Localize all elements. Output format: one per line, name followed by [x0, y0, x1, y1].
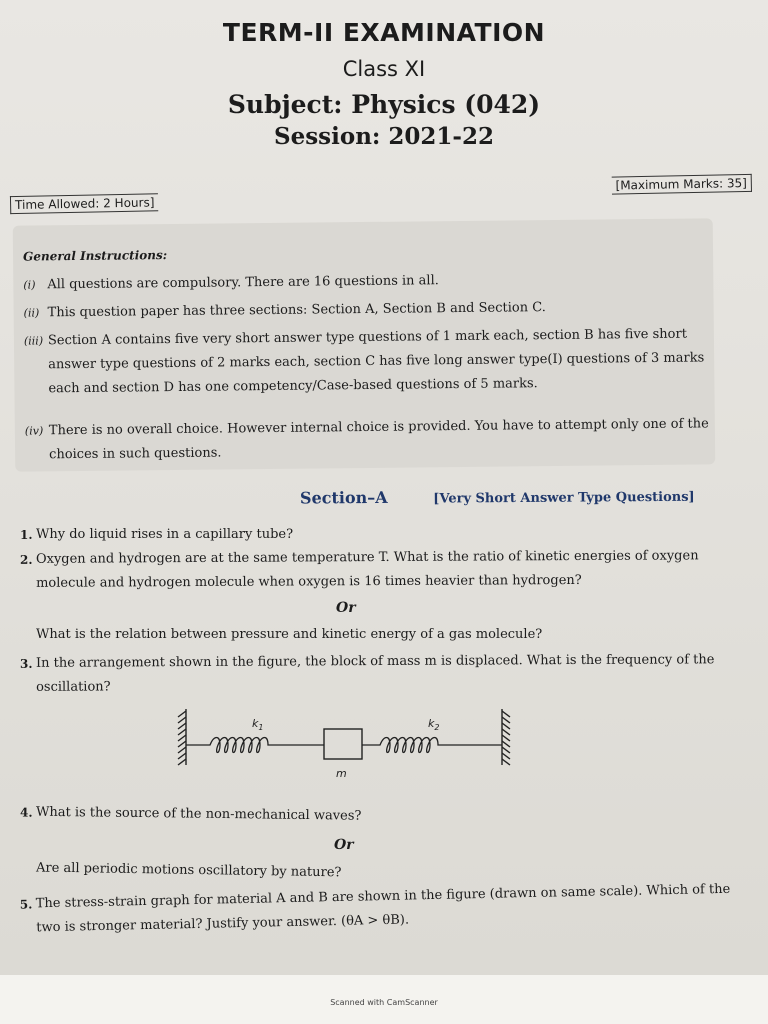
question-text: The stress-strain graph for material A and B are shown in the figure (drawn on same scale). Which of the two is stronger material? Justify your answer. (θA > θB). [35, 881, 731, 936]
label-k1: $k_1$ [252, 717, 264, 732]
section-type: [Very Short Answer Type Questions] [433, 489, 695, 507]
section-header [300, 485, 730, 507]
question-number: 1. [20, 528, 33, 542]
question-2-alternative [36, 623, 736, 647]
question-number: 4. [19, 805, 33, 820]
left-wall [178, 709, 186, 765]
or-label: Or [333, 836, 354, 854]
label-k2: $k_2$ [428, 717, 440, 732]
question-5 [19, 878, 737, 941]
instruction-number: (ii) [23, 306, 40, 320]
question-3 [19, 648, 736, 700]
exam-title: TERM-II EXAMINATION [222, 18, 546, 47]
question-4 [19, 801, 736, 834]
question-text: Why do liquid rises in a capillary tube? [36, 527, 294, 542]
subject-label: Subject: Physics (042) [227, 90, 541, 119]
instruction-text: All questions are compulsory. There are 16 questions in all. [47, 273, 439, 293]
question-number: 3. [19, 656, 33, 671]
right-wall [502, 709, 510, 765]
instruction-item [23, 294, 708, 325]
question-text: What is the relation between pressure and kinetic energy of a gas molecule? [36, 627, 543, 642]
spring-mass-figure [176, 705, 518, 785]
question-1 [20, 523, 736, 547]
instructions-heading: General Instructions: [22, 248, 168, 264]
scanner-watermark: Scanned with CamScanner [330, 998, 438, 1007]
label-mass: m [336, 767, 347, 780]
question-number: 2. [19, 552, 33, 567]
instruction-number: (iv) [24, 424, 44, 438]
spring-k2 [362, 738, 502, 753]
question-text: Are all periodic motions oscillatory by nature? [35, 860, 342, 881]
general-instructions [13, 218, 716, 471]
instruction-number: (iii) [23, 334, 44, 348]
question-number: 5. [19, 897, 33, 912]
instruction-number: (i) [23, 278, 36, 292]
instruction-item [24, 412, 709, 467]
instruction-text: This question paper has three sections: Section A, Section B and Section C. [47, 300, 546, 321]
instruction-text: There is no overall choice. However internal choice is provided. You have to attempt only one of the choices in such questions. [48, 416, 709, 463]
spring-k1 [186, 738, 324, 753]
question-text: In the arrangement shown in the figure, the block of mass m is displaced. What is the frequency of the oscillation? [35, 652, 715, 695]
maximum-marks: [Maximum Marks: 35] [611, 174, 752, 195]
class-label: Class XI [342, 57, 426, 81]
question-text: Oxygen and hydrogen are at the same temperature T. What is the ratio of kinetic energies of oxygen molecule and hydrogen molecule when oxygen is 16 times heavier than hydrogen? [35, 548, 699, 591]
meta-bar [8, 176, 756, 216]
session-label: Session: 2021-22 [273, 123, 494, 150]
or-label: Or [336, 600, 356, 616]
time-allowed: Time Allowed: 2 Hours] [10, 193, 159, 214]
section-name: Section–A [299, 487, 388, 508]
question-text: What is the source of the non-mechanical waves? [35, 804, 362, 824]
instruction-item [23, 266, 707, 297]
instruction-item [23, 322, 709, 401]
mass-block [324, 729, 362, 759]
instruction-text: Section A contains five very short answer type questions of 1 mark each, section B has five short answer type questions of 2 marks each, section C has five long answer type(I) questions of 3 marks each and section D has one competency/Case-based questions of 5 marks. [47, 326, 705, 397]
question-2 [19, 544, 736, 596]
